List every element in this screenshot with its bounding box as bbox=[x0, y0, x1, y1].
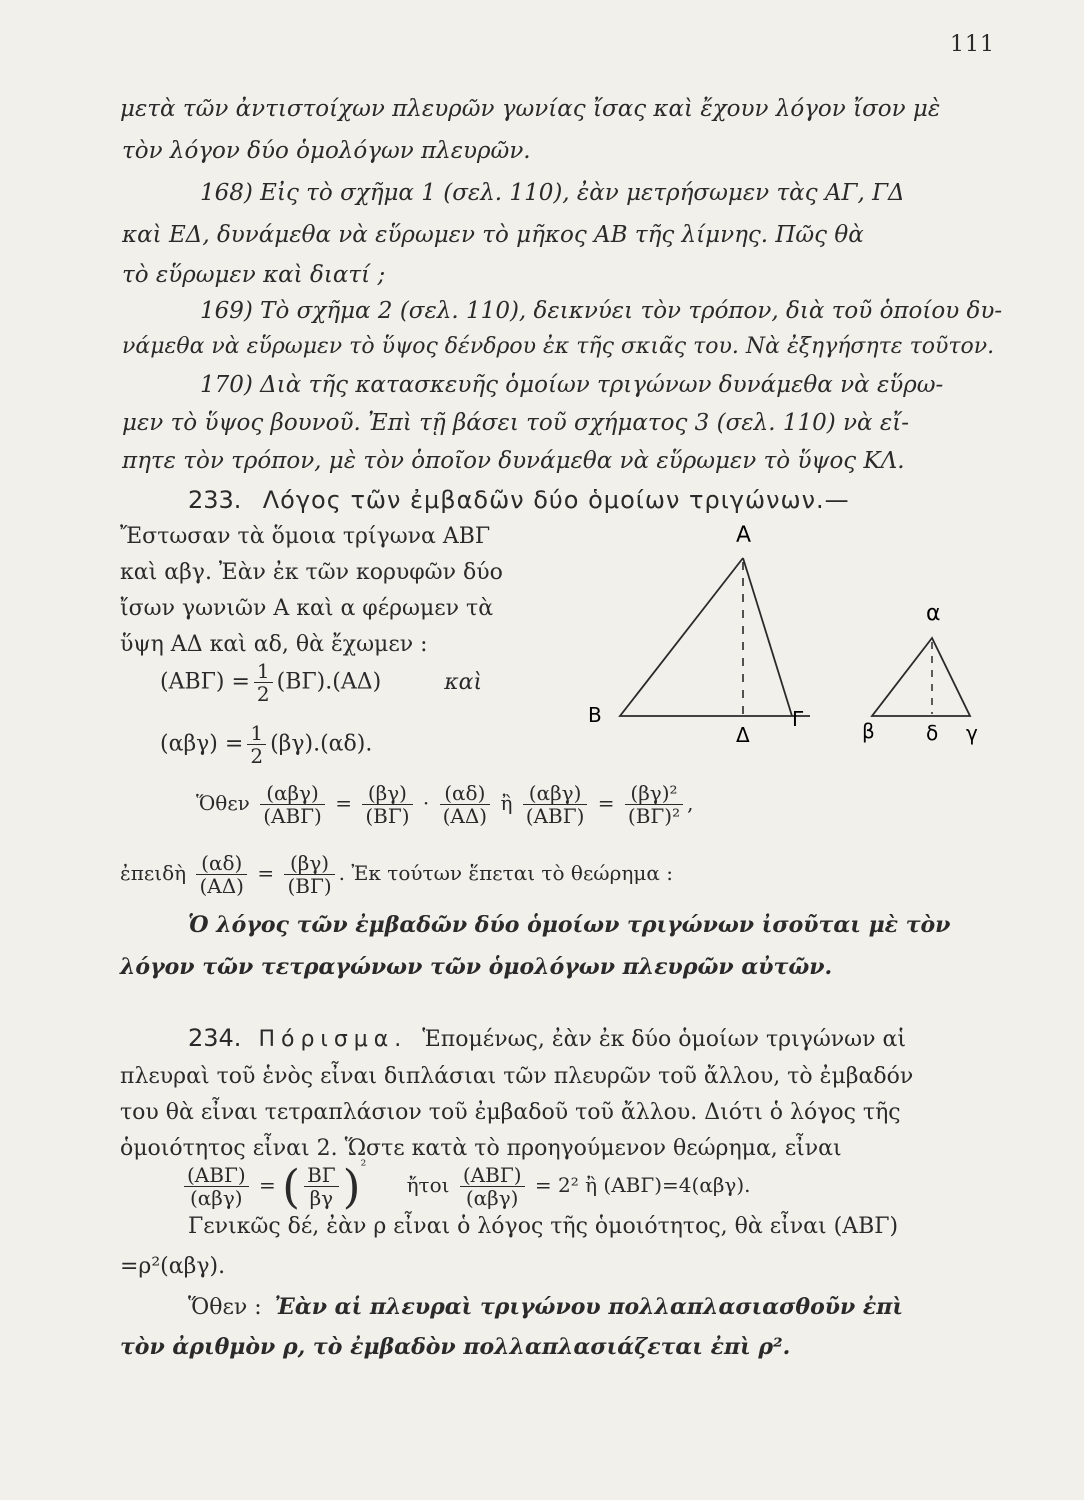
frac-num: (αδ) bbox=[196, 852, 247, 875]
eq-and: καὶ bbox=[444, 669, 483, 695]
eq-rhs: (βγ).(αδ). bbox=[270, 731, 373, 757]
section-number: 234. bbox=[188, 1024, 242, 1052]
paren-close: ) bbox=[342, 1159, 361, 1214]
frac-num: (ΑΒΓ) bbox=[460, 1164, 525, 1187]
triangle-outline bbox=[620, 558, 810, 716]
frac-den: (ΑΒΓ) bbox=[263, 804, 322, 828]
exponent: ² bbox=[360, 1158, 367, 1174]
frac-den: βγ bbox=[309, 1186, 334, 1210]
text-line: μετὰ τῶν ἀντιστοίχων πλευρῶν γωνίας ἴσας καὶ ἔχουν λόγον ἴσον μὲ bbox=[120, 96, 941, 122]
text-line: Ἔστωσαν τὰ ὅμοια τρίγωνα ΑΒΓ bbox=[120, 524, 491, 549]
frac-num: (βγ) bbox=[284, 852, 334, 875]
text-line: ὕψη ΑΔ καὶ αδ, θὰ ἔχωμεν : bbox=[120, 632, 428, 657]
final-statement bbox=[188, 1294, 903, 1320]
text-line: ὁμοιότητος εἶναι 2. Ὥστε κατὰ τὸ προηγούμενον θεώρημα, εἶναι bbox=[120, 1136, 842, 1161]
fraction bbox=[196, 852, 247, 897]
frac-den: 2 bbox=[256, 682, 270, 706]
text-line: ἴσων γωνιῶν Α καὶ α φέρωμεν τὰ bbox=[120, 596, 494, 621]
text-line: Ἑπομένως, ἐὰν ἐκ δύο ὁμοίων τριγώνων αἱ bbox=[422, 1027, 906, 1052]
paren-open: ( bbox=[282, 1159, 301, 1214]
final-bold-text: τὸν ἀριθμὸν ρ, τὸ ἐμβαδὸν πολλαπλασιάζεται ἐπὶ ρ². bbox=[120, 1334, 791, 1360]
text-tail: . Ἐκ τούτων ἕπεται τὸ θεώρημα : bbox=[338, 861, 673, 885]
fraction bbox=[260, 782, 325, 827]
frac-num: (αβγ) bbox=[260, 782, 325, 805]
fraction bbox=[440, 782, 491, 827]
frac-num: (αδ) bbox=[440, 782, 491, 805]
equation-area-big bbox=[160, 660, 482, 705]
word-since: ἐπειδὴ bbox=[120, 861, 187, 885]
frac-den: (αβγ) bbox=[465, 1186, 519, 1210]
equals: = bbox=[258, 1173, 276, 1197]
exercise-168: 168) Εἰς τὸ σχῆμα 1 (σελ. 110), ἐὰν μετρήσωμεν τὰς ΑΓ, ΓΔ bbox=[200, 180, 905, 206]
label-D: Δ bbox=[736, 723, 750, 747]
theorem-line: λόγον τῶν τετραγώνων τῶν ὁμολόγων πλευρῶν αὐτῶν. bbox=[120, 954, 833, 980]
section-title: Λόγος τῶν ἐμβαδῶν δύο ὁμοίων τριγώνων.— bbox=[262, 486, 850, 514]
frac-den: (ΒΓ) bbox=[365, 804, 410, 828]
frac-den: 2 bbox=[250, 744, 264, 768]
page-number: 111 bbox=[950, 32, 995, 57]
label-a: α bbox=[926, 601, 941, 626]
text-line: πητε τὸν τρόπον, μὲ τὸν ὁποῖον δυνάμεθα νὰ εὕρωμεν τὸ ὕψος ΚΛ. bbox=[122, 448, 905, 474]
text-line: νάμεθα νὰ εὕρωμεν τὸ ὕψος δένδρου ἐκ τῆς σκιᾶς του. Νὰ ἐξηγήσητε τοῦτον. bbox=[122, 334, 995, 359]
label-G: Γ bbox=[792, 707, 804, 731]
eq-lhs: (αβγ) = bbox=[160, 731, 244, 757]
frac-num: (βγ) bbox=[362, 782, 412, 805]
text-line: μεν τὸ ὕψος βουνοῦ. Ἐπὶ τῇ βάσει τοῦ σχήματος 3 (σελ. 110) νὰ εἴ- bbox=[122, 410, 909, 436]
word-hothen: Ὅθεν : bbox=[188, 1295, 262, 1320]
text-line: τὸ εὕρωμεν καὶ διατί ; bbox=[122, 262, 386, 288]
eq-lhs: (ΑΒΓ) = bbox=[160, 669, 250, 695]
times: · bbox=[422, 791, 430, 815]
fraction bbox=[362, 782, 412, 827]
frac-den: (αβγ) bbox=[189, 1186, 243, 1210]
equation-area-small bbox=[160, 722, 372, 767]
large-triangle-figure bbox=[580, 510, 810, 750]
comma: , bbox=[687, 791, 694, 815]
section-title: Πόρισμα. bbox=[258, 1027, 408, 1052]
fraction bbox=[460, 1164, 525, 1209]
fraction-half bbox=[254, 660, 273, 705]
frac-num: ΒΓ bbox=[304, 1164, 339, 1187]
exercise-169: 169) Τὸ σχῆμα 2 (σελ. 110), δεικνύει τὸν τρόπον, διὰ τοῦ ὁποίου δυ- bbox=[200, 298, 1003, 324]
section-234-heading bbox=[188, 1024, 906, 1052]
frac-den: (ΑΔ) bbox=[199, 874, 244, 898]
frac-den: (ΑΒΓ) bbox=[525, 804, 585, 828]
small-triangle-figure bbox=[850, 590, 980, 760]
equals: = bbox=[335, 791, 352, 815]
fraction-half bbox=[247, 722, 266, 767]
fraction bbox=[523, 782, 588, 827]
text-line: τὸν λόγον δύο ὁμολόγων πλευρῶν. bbox=[122, 138, 531, 164]
since-equation bbox=[120, 852, 673, 897]
label-A: Α bbox=[736, 523, 752, 548]
frac-num: (αβγ) bbox=[523, 782, 588, 805]
text-line: καὶ ΕΔ, δυνάμεθα νὰ εὕρωμεν τὸ μῆκος ΑΒ τῆς λίμνης. Πῶς θὰ bbox=[122, 222, 864, 248]
final-bold-text: Ἐὰν αἱ πλευραὶ τριγώνου πολλαπλασιασθοῦν ἐπὶ bbox=[274, 1294, 904, 1320]
frac-num: (ΑΒΓ) bbox=[184, 1164, 249, 1187]
word-or: ἢ bbox=[500, 791, 513, 815]
small-triangle-outline bbox=[872, 638, 970, 716]
frac-num: 1 bbox=[254, 660, 273, 683]
frac-den: (ΒΓ)² bbox=[627, 804, 681, 828]
text-line: Γενικῶς δέ, ἐὰν ρ εἶναι ὁ λόγος τῆς ὁμοιότητος, θὰ εἶναι (ΑΒΓ) bbox=[188, 1214, 899, 1239]
text-line: =ρ²(αβγ). bbox=[120, 1254, 226, 1279]
text-line: του θὰ εἶναι τετραπλάσιον τοῦ ἐμβαδοῦ τοῦ ἄλλου. Διότι ὁ λόγος τῆς bbox=[120, 1100, 901, 1125]
fraction bbox=[304, 1164, 339, 1209]
frac-num: 1 bbox=[247, 722, 266, 745]
label-B: Β bbox=[588, 703, 602, 727]
exercise-170: 170) Διὰ τῆς κατασκευῆς ὁμοίων τριγώνων δυνάμεθα νὰ εὕρω- bbox=[200, 372, 944, 398]
word-hothen: Ὅθεν bbox=[196, 791, 250, 815]
result-text: = 2² ἢ (ΑΒΓ)=4(αβγ). bbox=[534, 1173, 751, 1197]
label-d: δ bbox=[926, 721, 939, 745]
frac-den: (ΑΔ) bbox=[442, 804, 488, 828]
frac-num: (βγ)² bbox=[625, 782, 683, 805]
frac-den: (ΒΓ) bbox=[287, 874, 332, 898]
section-number: 233. bbox=[188, 486, 242, 514]
equals: = bbox=[597, 791, 615, 815]
label-g: γ bbox=[966, 721, 978, 745]
text-line: πλευραὶ τοῦ ἑνὸς εἶναι διπλάσιαι τῶν πλευρῶν τοῦ ἄλλου, τὸ ἐμβαδόν bbox=[120, 1064, 914, 1089]
fraction bbox=[284, 852, 334, 897]
word-that-is: ἤτοι bbox=[406, 1173, 450, 1197]
theorem-line: Ὁ λόγος τῶν ἐμβαδῶν δύο ὁμοίων τριγώνων ἰσοῦται μὲ τὸν bbox=[188, 912, 951, 938]
equals: = bbox=[257, 861, 275, 885]
fraction bbox=[184, 1164, 249, 1209]
fraction bbox=[625, 782, 683, 827]
eq-rhs: (ΒΓ).(ΑΔ) bbox=[276, 669, 382, 695]
ratio-equation bbox=[196, 782, 693, 827]
label-b: β bbox=[862, 719, 875, 743]
corollary-equation bbox=[180, 1158, 751, 1214]
text-line: καὶ αβγ. Ἐὰν ἐκ τῶν κορυφῶν δύο bbox=[120, 560, 503, 585]
triangle-side bbox=[743, 558, 792, 716]
